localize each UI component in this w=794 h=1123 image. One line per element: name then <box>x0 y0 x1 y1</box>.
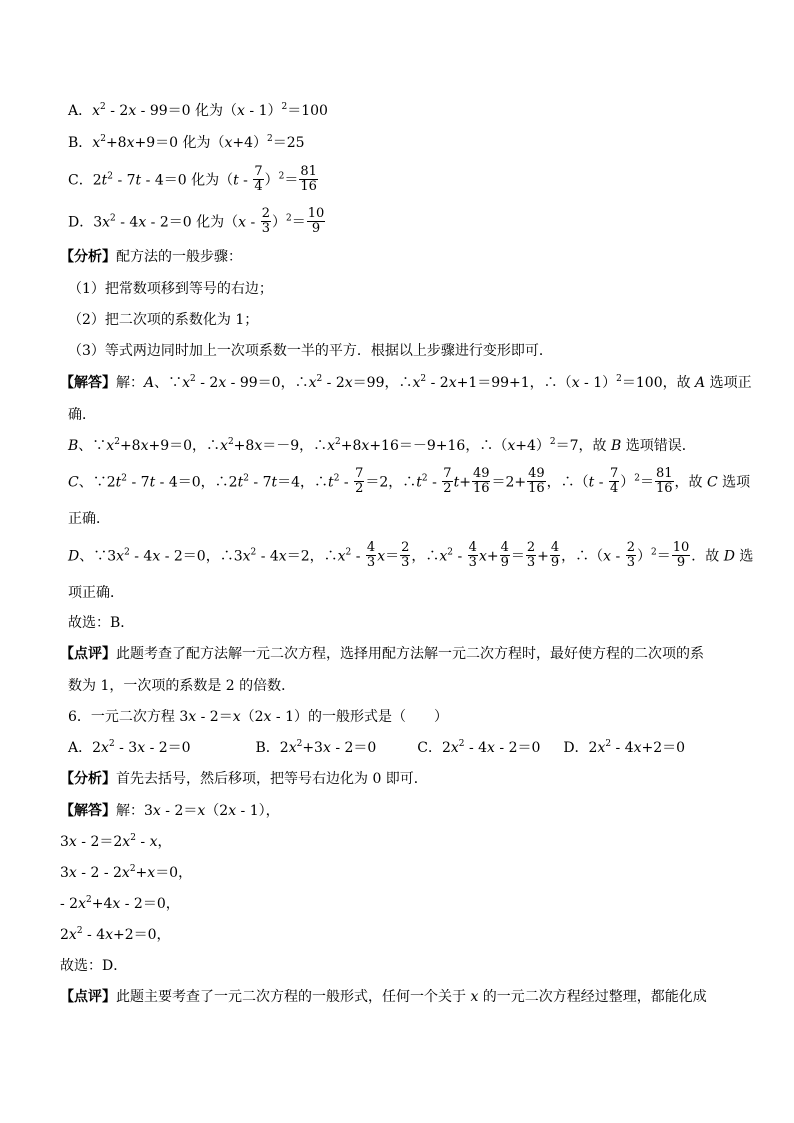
fraction: $\frac{7}{2}$ <box>355 466 364 496</box>
q5-comment-cont: 数为 1，一次项的系数是 2 的倍数． <box>68 678 296 694</box>
q6-question: 6．一元二次方程 3x - 2＝x（2x - 1）的一般形式是（ ） <box>68 709 448 725</box>
fraction: $\frac{81}{16}$ <box>300 164 317 194</box>
q5-answer-c: C、$\because 2t^2 - 7t - 4=0$，$\therefore 2t^2 - 7t=4$，$\therefore t^2$ - $\frac{7}{2}$ ＝2，$\therefore t^2$ - $\frac{7}{2}$ t+ $\frac{49}{16}$ ＝2+ $\frac{49}{16}$ ，∴（t - $\frac{7}{4}$ ）$^2$＝ $\frac{81}{16}$ ，故 C 选项 <box>68 466 751 496</box>
q6-option-c: C．$2x^2 - 4x - 2=0$ <box>417 739 541 756</box>
analysis-text: 首先去括号，然后移项，把等号右边化为 0 即可． <box>116 771 428 787</box>
fraction: $\frac{2}{3}$ <box>401 540 410 570</box>
fraction: $\frac{4}{9}$ <box>550 540 560 570</box>
answer-tag: 【解答】 <box>60 375 116 391</box>
q5-answer-a-cont: 确． <box>68 407 96 423</box>
q5-step-2: （2）把二次项的系数化为 1； <box>68 312 259 328</box>
q5-option-d: D．$3x^2 - 4x - 2=0$ 化为（x - $\frac{2}{3}$ ）$^2$＝ $\frac{10}{9}$ <box>68 206 325 236</box>
fraction: $\frac{2}{3}$ <box>626 540 635 570</box>
fraction: $\frac{7}{2}$ <box>443 466 452 496</box>
q6-answer-3: $3x - 2 - 2x^2+x=0$， <box>60 864 193 881</box>
fraction: $\frac{2}{3}$ <box>261 206 270 236</box>
q5-step-3: （3）等式两边同时加上一次项系数一半的平方．根据以上步骤进行变形即可． <box>68 343 553 359</box>
q5-answer-d-cont: 项正确． <box>68 585 124 601</box>
q6-analysis <box>60 770 428 788</box>
fraction: $\frac{4}{9}$ <box>500 540 509 570</box>
analysis-tag: 【分析】 <box>60 771 116 787</box>
q5-conclusion: 故选：B． <box>68 615 135 631</box>
q6-conclusion: 故选：D． <box>60 958 128 974</box>
q6-options <box>68 739 685 757</box>
q5-option-b: B．$x^2+8x+9=0$ 化为$(x+4)^2=25$ <box>68 134 305 151</box>
comment-text: 此题考查了配方法解一元二次方程，选择用配方法解一元二次方程时，最好使方程的二次项的系 <box>116 646 704 662</box>
q5-answer-a: 【解答】解：A、$\because x^2 - 2x - 99=0$，$\therefore x^2 - 2x=99$，$\therefore x^2 - 2x+1=99+1$，∴（x - 1）$^2$＝100，故 A 选项正 <box>60 374 752 391</box>
fraction: $\frac{49}{16}$ <box>472 466 490 496</box>
fraction: $\frac{10}{9}$ <box>307 206 325 236</box>
q6-answer-5: $2x^2 - 4x+2=0$， <box>60 926 171 943</box>
fraction: $\frac{4}{3}$ <box>468 540 477 570</box>
q6-option-a: A．$2x^2 - 3x - 2=0$ <box>68 739 191 756</box>
q5-step-1: （1）把常数项移到等号的右边； <box>68 281 273 297</box>
q5-option-c: C．$2t^2 - 7t - 4=0$ 化为（t - $\frac{7}{4}$ ）$^2$＝ $\frac{81}{16}$ <box>68 164 317 194</box>
comment-tag: 【点评】 <box>60 646 116 662</box>
q6-answer-1: 【解答】解：3x - 2＝x（2x - 1）， <box>60 803 280 819</box>
fraction: $\frac{2}{3}$ <box>526 540 536 570</box>
q6-option-d: D．$2x^2 - 4x+2=0$ <box>563 739 686 756</box>
q5-comment <box>60 645 704 663</box>
fraction: $\frac{7}{4}$ <box>254 164 263 194</box>
fraction: $\frac{10}{9}$ <box>672 540 690 570</box>
q5-analysis <box>60 248 242 266</box>
fraction: $\frac{81}{16}$ <box>655 466 673 496</box>
analysis-text: 配方法的一般步骤： <box>116 249 242 265</box>
q6-comment: 【点评】此题主要考查了一元二次方程的一般形式，任何一个关于 x 的一元二次方程经过整理，都能化成 <box>60 989 707 1005</box>
q5-answer-d: D、$\because 3x^2 - 4x - 2=0$，$\therefore 3x^2 - 4x=2$，$\therefore x^2$ - $\frac{4}{3}$ x＝ $\frac{2}{3}$ ，$\therefore x^2$ - $\frac{4}{3}$ x+ $\frac{4}{9}$ ＝ $\frac{2}{3}$ + $\frac{4}{9}$ ，∴（x - $\frac{2}{3}$ ）$^2$＝ $\frac{10}{9}$ ．故 D 选 <box>68 540 754 570</box>
q6-option-b: B．$2x^2+3x - 2=0$ <box>255 739 377 756</box>
q5-option-a: A．$x^2 - 2x - 99=0$ 化为（x - 1）$^2$＝100 <box>68 102 328 119</box>
q5-answer-c-cont: 正确． <box>68 511 110 527</box>
fraction: $\frac{4}{3}$ <box>366 540 376 570</box>
q6-answer-2: $3x - 2=2x^2 - x$， <box>60 833 172 850</box>
fraction: $\frac{49}{16}$ <box>528 466 545 496</box>
answer-tag: 【解答】 <box>60 803 116 819</box>
q6-answer-4: - $2x^2+4x - 2=0$， <box>60 895 180 912</box>
q5-answer-b: B、$\because x^2+8x+9=0$，$\therefore x^2+8x=-9$，$\therefore x^2+8x+16=-9+16$，$\therefore(x+4)^2=7$，故 B 选项错误． <box>68 437 696 454</box>
fraction: $\frac{7}{4}$ <box>609 466 619 496</box>
analysis-tag: 【分析】 <box>60 249 116 265</box>
comment-tag: 【点评】 <box>60 989 116 1005</box>
